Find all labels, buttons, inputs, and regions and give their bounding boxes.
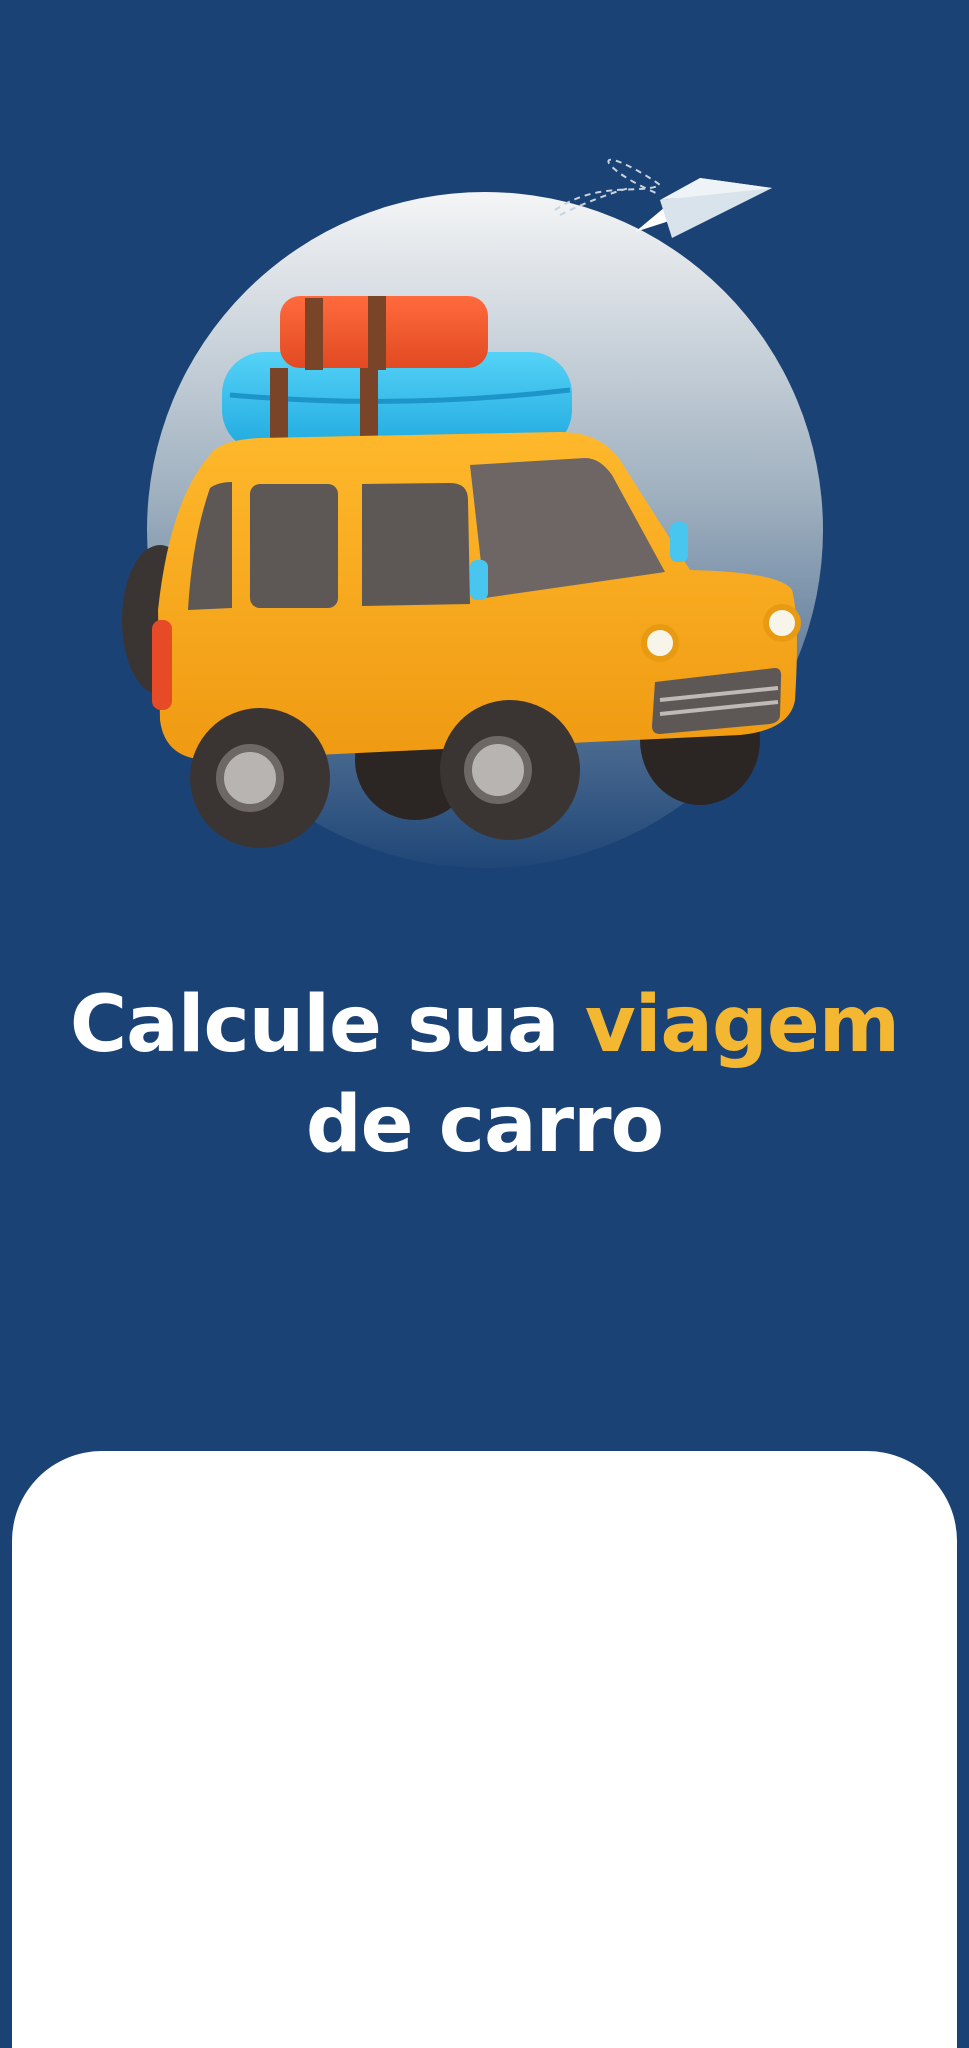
plane-trail (555, 160, 660, 210)
hero-illustration (0, 0, 969, 900)
bottom-sheet (12, 1451, 957, 2048)
title-part-1: Calcule sua (69, 980, 585, 1070)
title-accent: viagem (584, 980, 900, 1070)
title-part-2: de carro (305, 1080, 664, 1170)
page-title (0, 975, 969, 1175)
car-with-luggage-illustration (0, 0, 969, 900)
